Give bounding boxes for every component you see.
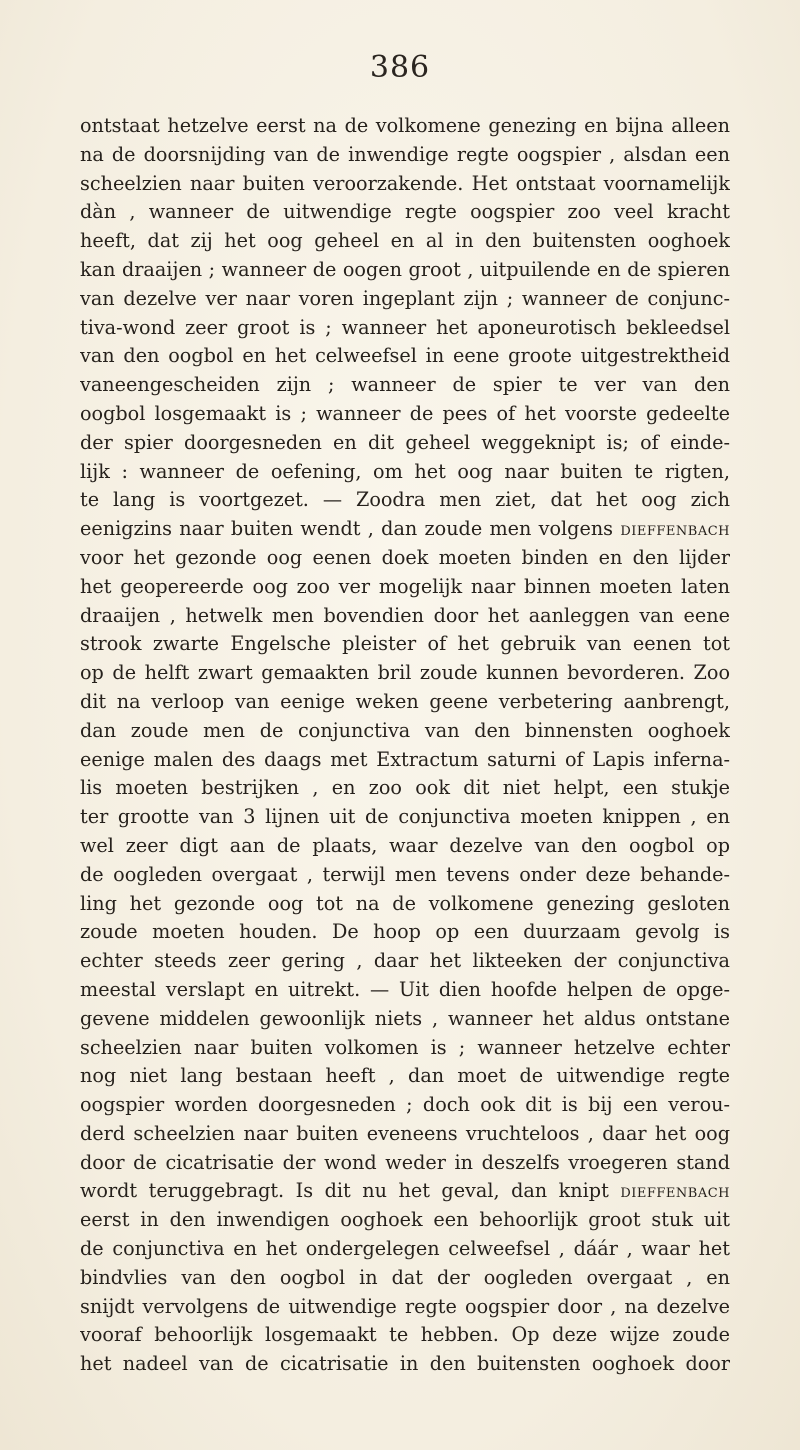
text-line: strook zwarte Engelsche pleister of het gebruik van eenen tot: [80, 632, 730, 656]
text-line: voor het gezonde oog eenen doek moeten binden en den lijder: [80, 545, 730, 569]
text-line: van den oogbol en het celweefsel in eene groote uitgestrektheid: [80, 344, 730, 368]
text-line: oogspier worden doorgesneden ; doch ook dit is bij een verou-: [80, 1093, 730, 1117]
text-line: wordt teruggebragt. Is dit nu het geval, dan knipt dieffenbach: [80, 1179, 730, 1203]
text-line: scheelzien naar buiten volkomen is ; wanneer hetzelve echter: [80, 1035, 730, 1059]
text-line: snijdt vervolgens de uitwendige regte oogspier door , na dezelve: [80, 1294, 730, 1318]
text-line: vaneengescheiden zijn ; wanneer de spier te ver van den: [80, 373, 730, 397]
text-line: eerst in den inwendigen ooghoek een behoorlijk groot stuk uit: [80, 1208, 730, 1232]
text-line: eenigzins naar buiten wendt , dan zoude men volgens dieffenbach: [80, 517, 730, 541]
text-line: lijk : wanneer de oefening, om het oog naar buiten te rigten,: [80, 459, 730, 483]
text-line: kan draaijen ; wanneer de oogen groot , uitpuilende en de spieren: [80, 257, 730, 281]
text-line: echter steeds zeer gering , daar het likteeken der conjunctiva: [80, 949, 730, 973]
text-line: vooraf behoorlijk losgemaakt te hebben. Op deze wijze zoude: [80, 1323, 730, 1347]
text-line: dit na verloop van eenige weken geene verbetering aanbrengt,: [80, 689, 730, 713]
text-line: ter grootte van 3 lijnen uit de conjunctiva moeten knippen , en: [80, 805, 730, 829]
text-line: der spier doorgesneden en dit geheel weggeknipt is; of einde-: [80, 430, 730, 454]
text-line: het geopereerde oog zoo ver mogelijk naar binnen moeten laten: [80, 574, 730, 598]
text-line: tiva-wond zeer groot is ; wanneer het aponeurotisch bekleedsel: [80, 315, 730, 339]
text-line: eenige malen des daags met Extractum saturni of Lapis inferna-: [80, 747, 730, 771]
text-line: gevene middelen gewoonlijk niets , wanneer het aldus ontstane: [80, 1006, 730, 1030]
text-line: oogbol losgemaakt is ; wanneer de pees of het voorste gedeelte: [80, 401, 730, 425]
text-line: ling het gezonde oog tot na de volkomene genezing gesloten: [80, 891, 730, 915]
text-line: bindvlies van den oogbol in dat der oogleden overgaat , en: [80, 1265, 730, 1289]
text-line: dan zoude men de conjunctiva van den binnensten ooghoek: [80, 718, 730, 742]
text-line: door de cicatrisatie der wond weder in deszelfs vroegeren stand: [80, 1150, 730, 1174]
text-line: derd scheelzien naar buiten eveneens vruchteloos , daar het oog: [80, 1121, 730, 1145]
text-line: de oogleden overgaat , terwijl men tevens onder deze behande-: [80, 862, 730, 886]
text-line: meestal verslapt en uitrekt. — Uit dien hoofde helpen de opge-: [80, 977, 730, 1001]
page-number: 386: [369, 50, 431, 85]
text-line: scheelzien naar buiten veroorzakende. Het ontstaat voornamelijk: [80, 171, 730, 195]
text-line: wel zeer digt aan de plaats, waar dezelve van den oogbol op: [80, 833, 730, 857]
text-line: nog niet lang bestaan heeft , dan moet de uitwendige regte: [80, 1064, 730, 1088]
body-text: [80, 112, 730, 1379]
text-line: lis moeten bestrijken , en zoo ook dit niet helpt, een stukje: [80, 776, 730, 800]
text-line: het nadeel van de cicatrisatie in den buitensten ooghoek door: [80, 1352, 730, 1376]
text-line: na de doorsnijding van de inwendige regte oogspier , alsdan een: [80, 142, 730, 166]
text-line: te lang is voortgezet. — Zoodra men ziet, dat het oog zich: [80, 488, 730, 512]
text-line: heeft, dat zij het oog geheel en al in den buitensten ooghoek: [80, 229, 730, 253]
text-line: op de helft zwart gemaakten bril zoude kunnen bevorderen. Zoo: [80, 661, 730, 685]
text-line: ontstaat hetzelve eerst na de volkomene genezing en bijna alleen: [80, 114, 730, 137]
text-line: dàn , wanneer de uitwendige regte oogspier zoo veel kracht: [80, 200, 730, 224]
text-line: zoude moeten houden. De hoop op een duurzaam gevolg is: [80, 920, 730, 944]
text-line: de conjunctiva en het ondergelegen celweefsel , dáár , waar het: [80, 1237, 730, 1261]
text-line: van dezelve ver naar voren ingeplant zijn ; wanneer de conjunc-: [80, 286, 730, 310]
text-line: draaijen , hetwelk men bovendien door het aanleggen van eene: [80, 603, 730, 627]
